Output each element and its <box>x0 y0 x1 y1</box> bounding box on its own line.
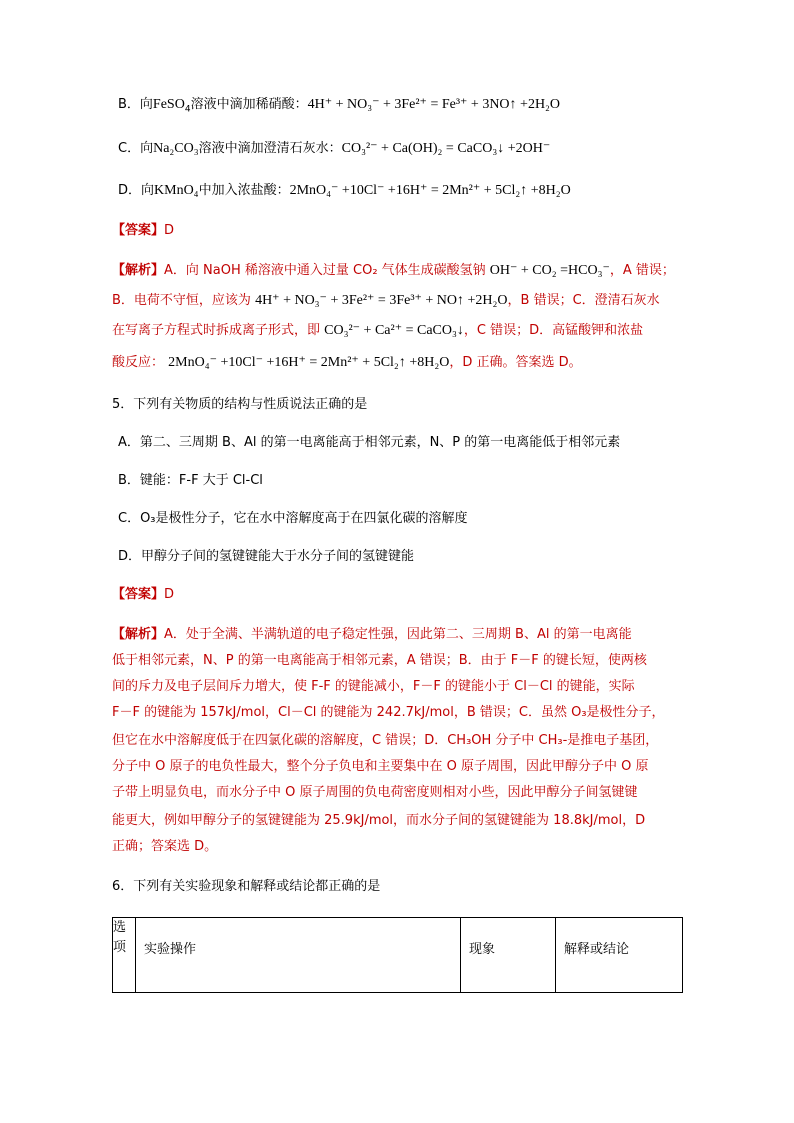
q5-analysis-tag: 【解析】 <box>112 627 165 642</box>
table-header-conclusion-cell <box>556 918 683 993</box>
q5-analysis-line-4: F－F 的键能为 157kJ/mol，Cl－Cl 的键能为 242.7kJ/mol，B 错误；C．虽然 O₃是极性分子， <box>112 705 665 720</box>
q5-option-d: D．甲醇分子间的氢键键能大于水分子间的氢键键能 <box>118 549 415 564</box>
q4-option-c <box>118 140 550 158</box>
q4-option-d-reagent: KMnO₄ <box>154 183 199 198</box>
q4-analysis-line-2 <box>112 292 660 310</box>
q4-option-b-label: B．向 <box>118 97 153 112</box>
q4-analysis-text: A．向 NaOH 稀溶液中通入过量 CO₂ 气体生成碳酸氢钠 <box>164 263 490 278</box>
q4-answer-tag: 【答案】 <box>112 223 165 238</box>
q4-option-d-text: 中加入浓盐酸： <box>198 183 290 198</box>
q4-analysis-text: 酸反应： <box>112 355 169 370</box>
q4-analysis-text: ，C 错误；D．高锰酸钾和浓盐 <box>463 323 644 338</box>
q4-option-b-equation: 4H⁺ + NO₃⁻ + 3Fe²⁺ = Fe³⁺ + 3NO↑ +2H₂O <box>307 97 561 112</box>
q5-answer-value: D <box>164 587 175 602</box>
q4-analysis-tag: 【解析】 <box>112 263 165 278</box>
q4-analysis-text: ，A 错误； <box>609 263 675 278</box>
table-header-option: 选项 <box>113 918 136 993</box>
q4-answer <box>112 222 174 240</box>
q4-option-d <box>118 182 571 200</box>
q5-answer-tag: 【答案】 <box>112 587 165 602</box>
q4-option-d-label: D．向 <box>118 183 155 198</box>
q4-analysis-text: B．电荷不守恒，应该为 <box>112 293 256 308</box>
q4-answer-value: D <box>164 223 175 238</box>
q4-analysis-line-3 <box>112 322 643 340</box>
q5-answer <box>112 586 174 604</box>
q5-analysis-line-6: 分子中 O 原子的电负性最大，整个分子负电和主要集中在 O 原子周围，因此甲醇分子中 O 原 <box>112 759 649 774</box>
q5-option-c: C．O₃是极性分子，它在水中溶解度高于在四氯化碳的溶解度 <box>118 511 468 526</box>
q4-analysis-text: ，D 正确。答案选 D。 <box>449 355 582 370</box>
q4-option-c-text: 溶液中滴加澄清石灰水： <box>198 141 342 156</box>
q4-analysis-equation: 4H⁺ + NO₃⁻ + 3Fe²⁺ = 3Fe³⁺ + NO↑ +2H₂O <box>255 293 508 308</box>
q5-stem: 5．下列有关物质的结构与性质说法正确的是 <box>112 397 368 412</box>
table-header-conclusion: 解释或结论 <box>564 942 630 957</box>
q5-option-b: B．键能：F-F 大于 Cl-Cl <box>118 473 263 488</box>
q5-analysis-line-7: 子带上明显负电，而水分子中 O 原子周围的负电荷密度则相对小些，因此甲醇分子间氢键键 <box>112 785 638 800</box>
q5-analysis-text: A．处于全满、半满轨道的电子稳定性强，因此第二、三周期 B、Al 的第一电离能 <box>164 627 632 642</box>
q4-analysis-line-1 <box>112 262 675 280</box>
table-header-operation: 实验操作 <box>144 942 197 957</box>
q4-analysis-equation: 2MnO₄⁻ +10Cl⁻ +16H⁺ = 2Mn²⁺ + 5Cl₂↑ +8H₂O <box>168 355 450 370</box>
table-header-phenomenon-cell <box>461 918 556 993</box>
q6-experiment-table <box>112 917 683 993</box>
q5-option-a: A．第二、三周期 B、Al 的第一电离能高于相邻元素，N、P 的第一电离能低于相邻元素 <box>118 435 621 450</box>
table-header-operation-cell <box>136 918 461 993</box>
q5-analysis-line-1 <box>112 626 632 644</box>
q4-option-b-reagent-sub: 4 <box>184 104 191 115</box>
q4-analysis-equation: CO₃²⁻ + Ca²⁺ = CaCO₃↓ <box>324 323 464 338</box>
q4-option-b-text: 溶液中滴加稀硝酸： <box>190 97 308 112</box>
q6-stem: 6．下列有关实验现象和解释或结论都正确的是 <box>112 879 381 894</box>
q4-option-d-equation: 2MnO₄⁻ +10Cl⁻ +16H⁺ = 2Mn²⁺ + 5Cl₂↑ +8H₂O <box>289 183 571 198</box>
q4-option-b-reagent: FeSO <box>152 97 185 112</box>
q4-analysis-text: ，B 错误；C．澄清石灰水 <box>507 293 660 308</box>
q5-analysis-line-8: 能更大，例如甲醇分子的氢键键能为 25.9kJ/mol，而水分子间的氢键键能为 18.8kJ/mol，D <box>112 813 646 828</box>
table-header-phenomenon: 现象 <box>469 942 496 957</box>
q5-analysis-line-5: 但它在水中溶解度低于在四氯化碳的溶解度，C 错误；D．CH₃OH 分子中 CH₃-是推电子基团， <box>112 733 659 748</box>
q4-analysis-equation: OH⁻ + CO₂ =HCO₃⁻ <box>489 263 610 278</box>
q4-analysis-line-4 <box>112 354 582 372</box>
q4-option-b <box>118 96 560 114</box>
q4-option-c-label: C．向 <box>118 141 154 156</box>
q5-analysis-line-2: 低于相邻元素，N、P 的第一电离能高于相邻元素，A 错误；B．由于 F－F 的键长短，使两核 <box>112 653 647 668</box>
q4-option-c-reagent: Na₂CO₃ <box>153 141 199 156</box>
q5-analysis-line-9: 正确；答案选 D。 <box>112 839 218 854</box>
table-header-row <box>113 918 683 993</box>
q4-option-c-equation: CO₃²⁻ + Ca(OH)₂ = CaCO₃↓ +2OH⁻ <box>341 141 551 156</box>
q5-analysis-line-3: 间的斥力及电子层间斥力增大，使 F-F 的键能减小，F－F 的键能小于 Cl－Cl 的键能，实际 <box>112 679 635 694</box>
q4-analysis-text: 在写离子方程式时拆成离子形式，即 <box>112 323 325 338</box>
